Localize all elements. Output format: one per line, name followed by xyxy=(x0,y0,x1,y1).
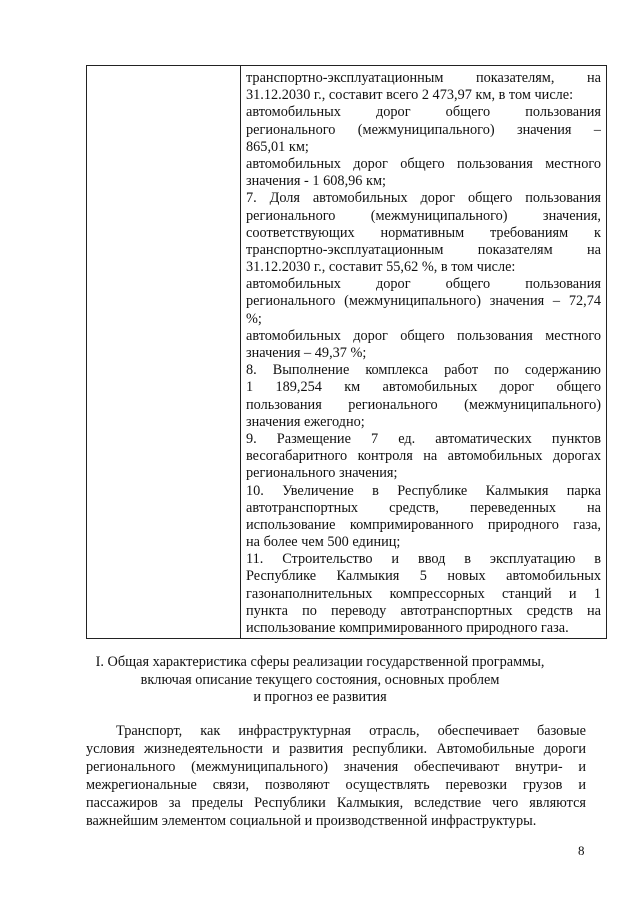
table-text-line: на более чем 500 единиц; xyxy=(246,534,401,551)
table-text-line: регионального значения; xyxy=(246,465,398,482)
table-text-line: использование компримированного природного газа, xyxy=(246,516,601,533)
table-text-line: 8. Выполнение комплекса работ по содержанию xyxy=(246,362,601,379)
section-heading xyxy=(60,654,580,707)
table-text-line: 31.12.2030 г., составит 55,62 %, в том числе: xyxy=(246,259,516,276)
table-text-line: 7. Доля автомобильных дорог общего пользования xyxy=(246,190,601,207)
section-heading-line: включая описание текущего состояния, основных проблем xyxy=(140,671,500,688)
paragraph-line: пассажиров за пределы Республики Калмыкия, вследствие чего являются xyxy=(86,795,586,811)
table-text-line: значения - 1 608,96 км; xyxy=(246,173,386,190)
table-text-line: пункта по переводу автотранспортных средств на xyxy=(246,602,601,619)
table-text-line: газонаполнительных компрессорных станций и 1 xyxy=(246,585,601,602)
table-column-divider xyxy=(240,66,241,638)
program-passport-table xyxy=(86,65,607,639)
table-left-cell xyxy=(87,66,240,638)
section-heading-line: I. Общая характеристика сферы реализации государственной программы, xyxy=(95,654,545,670)
table-text-line: использование компримированного природного газа. xyxy=(246,620,569,636)
table-text-line: значения ежегодно; xyxy=(246,413,365,430)
table-text-line: Республике Калмыкия 5 новых автомобильных xyxy=(246,568,601,585)
page-number: 8 xyxy=(578,843,585,858)
table-text-line: весогабаритного контроля на автомобильных дорогах xyxy=(246,448,601,465)
table-text-line: автомобильных дорог общего пользования местного xyxy=(246,155,601,172)
table-text-line: 865,01 км; xyxy=(246,138,309,155)
table-text-line: 10. Увеличение в Республике Калмыкия парка xyxy=(246,482,601,499)
body-paragraph xyxy=(86,722,586,830)
paragraph-line: условия жизнедеятельности и развития республики. Автомобильные дороги xyxy=(86,741,586,757)
table-text-line: 11. Строительство и ввод в эксплуатацию в xyxy=(246,551,601,568)
section-heading-line: и прогноз ее развития xyxy=(253,689,387,705)
table-text-line: пользования регионального (межмуниципального) xyxy=(246,396,601,413)
paragraph-line: регионального (межмуниципального) значения обеспечивают внутри- и xyxy=(86,759,586,775)
table-text-line: 1 189,254 км автомобильных дорог общего xyxy=(246,379,601,396)
table-text-line: транспортно-эксплуатационным показателям на xyxy=(246,241,601,258)
table-text-line: %; xyxy=(246,310,262,327)
table-text-line: значения – 49,37 %; xyxy=(246,345,367,361)
paragraph-line: важнейшим элементом социальной и производственной инфраструктуры. xyxy=(86,813,537,829)
paragraph-line: межрегиональные связи, позволяют осуществлять перевозки грузов и xyxy=(86,777,586,793)
table-text-line: 9. Размещение 7 ед. автоматических пунктов xyxy=(246,430,601,447)
table-right-cell xyxy=(246,70,601,637)
table-text-line: регионального (межмуниципального) значения – xyxy=(246,121,601,138)
paragraph-line: Транспорт, как инфраструктурная отрасль, обеспечивает базовые xyxy=(116,723,586,739)
table-text-line: автотранспортных средств, переведенных на xyxy=(246,499,601,516)
table-text-line: 31.12.2030 г., составит всего 2 473,97 км, в том числе: xyxy=(246,87,574,104)
table-text-line: транспортно-эксплуатационным показателям, на xyxy=(246,70,601,86)
table-text-line: регионального (межмуниципального) значения, xyxy=(246,207,601,224)
table-text-line: соответствующих нормативным требованиям к xyxy=(246,224,601,241)
table-text-line: автомобильных дорог общего пользования xyxy=(246,276,601,293)
table-text-line: автомобильных дорог общего пользования местного xyxy=(246,327,601,344)
table-text-line: автомобильных дорог общего пользования xyxy=(246,104,601,121)
table-text-line: регионального (межмуниципального) значения – 72,74 xyxy=(246,293,601,310)
